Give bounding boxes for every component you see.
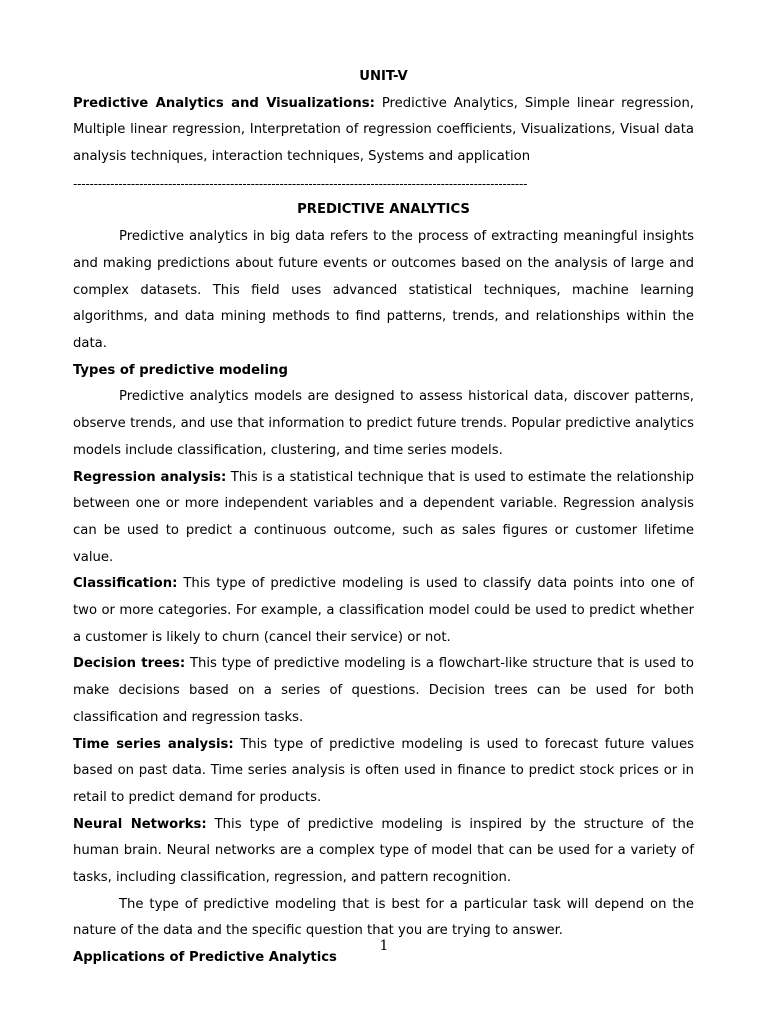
definition-term: Decision trees: — [73, 656, 186, 672]
definition-classification — [73, 571, 694, 651]
definition-decision-trees — [73, 651, 694, 731]
definition-term: Classification: — [73, 576, 178, 592]
applications-heading: Applications of Predictive Analytics — [73, 950, 337, 966]
syllabus-paragraph — [73, 91, 694, 171]
definition-text: This is a statistical technique that is used to estimate the relationship between one or more independent variables and a dependent variable. Regression analysis can be used to predict a continuous outcome, such as sales figures or customer lifetime value. — [73, 469, 694, 565]
definition-text: This type of predictive modeling is a flowchart-like structure that is used to make decisions based on a series of questions. Decision trees can be used for both classification and regression tasks. — [73, 656, 694, 725]
section-title: PREDICTIVE ANALYTICS — [297, 202, 470, 218]
page-number: 1 — [379, 938, 389, 954]
syllabus-text: Predictive Analytics, Simple linear regression, Multiple linear regression, Interpretation of regression coefficients, Visualizations, Visual data analysis techniques, interaction techniques, Systems and application — [73, 95, 694, 165]
definition-regression — [73, 465, 694, 572]
unit-title: UNIT-V — [359, 69, 408, 84]
page-content — [73, 64, 694, 972]
definition-text: This type of predictive modeling is used to forecast future values based on past data. Time series analysis is often used in finance to predict stock prices or in retail to predict demand for products. — [73, 736, 694, 805]
types-paragraph: Predictive analytics models are designed to assess historical data, discover patterns, observe trends, and use that information to predict future trends. Popular predictive analytics models include classification, clustering, and time series models. — [73, 389, 694, 458]
definition-neural-networks — [73, 812, 694, 892]
closing-paragraph: The type of predictive modeling that is best for a particular task will depend on the nature of the data and the specific question that you are trying to answer. — [73, 896, 694, 939]
intro-paragraph: Predictive analytics in big data refers to the process of extracting meaningful insights and making predictions about future events or outcomes based on the analysis of large and complex datasets. This field uses advanced statistical techniques, machine learning algorithms, and data mining methods to find patterns, trends, and relationships within the data. — [73, 229, 694, 351]
definition-text: This type of predictive modeling is inspired by the structure of the human brain. Neural networks are a complex type of model that can be used for a variety of tasks, including classification, regression, and pattern recognition. — [73, 816, 694, 886]
definition-term: Regression analysis: — [73, 469, 227, 485]
types-heading: Types of predictive modeling — [73, 362, 288, 378]
definition-text: This type of predictive modeling is used to classify data points into one of two or more categories. For example, a classification model could be used to predict whether a customer is likely to churn (cancel their service) or not. — [73, 576, 694, 645]
syllabus-label: Predictive Analytics and Visualizations: — [73, 95, 375, 111]
definition-time-series — [73, 732, 694, 812]
definition-term: Neural Networks: — [73, 816, 207, 832]
definition-term: Time series analysis: — [73, 736, 234, 752]
section-divider: -------------------------------------------------------------------------------------------------------------- — [73, 176, 528, 191]
